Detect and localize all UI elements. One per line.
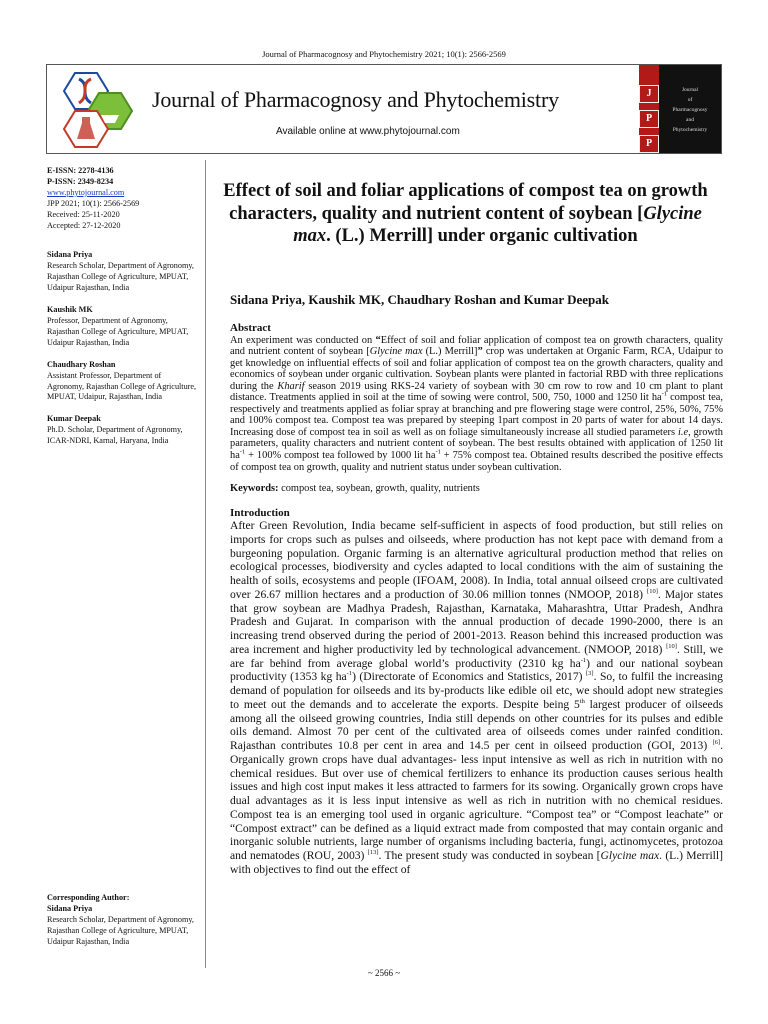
website-link[interactable]: www.phytojournal.com xyxy=(47,187,125,197)
article-authors: Sidana Priya, Kaushik MK, Chaudhary Roshan and Kumar Deepak xyxy=(230,292,610,307)
article-title: Effect of soil and foliar applications of compost tea on growth characters, quality and nutrient content of soybean [Glycine max. (L.) Merrill] under organic cultivation xyxy=(223,181,708,246)
author-name: Sidana Priya xyxy=(47,250,93,260)
introduction-heading: Introduction xyxy=(230,506,290,519)
corresponding-affiliation: Research Scholar, Department of Agronomy, Rajasthan College of Agriculture, MPUAT, Udaipur Rajasthan, India xyxy=(47,914,194,946)
corresponding-label: Corresponding Author: xyxy=(47,893,130,902)
eissn: E-ISSN: 2278-4136 xyxy=(47,166,114,175)
badge-letter: P xyxy=(639,135,659,153)
sidebar xyxy=(47,166,199,447)
accepted-date: Accepted: 27-12-2020 xyxy=(47,220,121,230)
author-affiliation: Research Scholar, Department of Agronomy, Rajasthan College of Agriculture, MPUAT, Udaipur Rajasthan, India xyxy=(47,261,194,293)
journal-logo-icon xyxy=(55,71,135,149)
article-body xyxy=(230,323,723,877)
received-date: Received: 25-11-2020 xyxy=(47,209,120,219)
author-affiliation: Assistant Professor, Department of Agronomy, Rajasthan College of Agriculture, MPUAT, Udaipur, Rajasthan, India xyxy=(47,370,197,402)
introduction-text: After Green Revolution, India became self-sufficient in aspects of food production, but still relies on imports for crops such as pulses and oilseeds, where production has not kept pace with demand from a burgeoning population. Organic farming is an alternative agricultural production method that relies on ecological processes, biodiversity and cycles adapted to local conditions with the aim of sustaining the health of soils, ecosystems and people (IFOAM, 2008). In India, total annual oilseed crops are cultivated over 26.67 million hectares and a production of 30.06 million tonnes (NMOOP, 2018) [10]. Major states that grow soybean are Madhya Pradesh, Rajasthan, Karnataka, Maharashtra, Uttar Pradesh, Andhra Pradesh and Gujarat. In comparison with the annual production of decade 1990-2000, there is an increasing trend observed during the period of 2001-2013. Reason behind this increased production was area increment and higher productivity led by technological advancement. (NMOOP, 2018) [10]. Still, we are far behind from average global world’s productivity (2310 kg $ha^{-1}$) and our national soybean productivity (1353 kg $ha^{-1}$) (Directorate of Economics and Statistics, 2017) [3]. So, to fulfil the increasing demand of population for oilseeds and its by-products like edible oil etc, we should adopt new strategies to meet out the demands and to accelerate the exports. Despite being 5th largest producer of oilseeds among all the oilseed growing countries, India still depends on other countries for its pulses and edible oils demand. Almost 70 per cent of the cultivated area of oilseeds comes under rainfed condition. Rajasthan contributes 10.8 per cent in area and 14.5 per cent in oilseed production (GOI, 2013) [6]. Organically grown crops have dual advantages- less input intensive as well as rich in nutrition with no chemical residues. But over use of chemical fertilizers to enhance its production causes serious health issues and high cost input makes it less attracted to farmers for its sowing. Organically grown crops have dual advantages as it is less input intensive as well as rich in nutrition with no chemical residues. Compost tea is an emerging tool used in organic agriculture. “Compost tea” or “Compost leachate” or “Compost extract” can be defined as a liquid extract made from composted that may contain organic and inorganic soluble nutrients, large number of organisms including bacteria, fungi, actinomycetes, protozoa and nematodes (ROU, 2003) [13]. The present study was conducted in soybean [Glycine max. (L.) Merrill] with objectives to find out the effect of xyxy=(230,519,724,876)
running-head: Journal of Pharmacognosy and Phytochemistry 2021; 10(1): 2566-2569 xyxy=(262,49,506,59)
journal-subtitle: Available online at www.phytojournal.com xyxy=(276,126,460,137)
jpp-badge xyxy=(639,65,721,153)
badge-letter: P xyxy=(639,110,659,128)
badge-small-text: Journal of Pharmacognosy and Phytochemistry xyxy=(672,87,708,133)
corresponding-author xyxy=(47,893,199,948)
journal-header xyxy=(46,64,722,154)
author-name: Kumar Deepak xyxy=(47,414,101,424)
page-number: ~ 2566 ~ xyxy=(367,968,401,978)
badge-letter: J xyxy=(639,85,659,103)
abstract-text: An experiment was conducted on “Effect of soil and foliar application of compost tea on growth characters, quality and nutrient content of soybean [Glycine max (L.) Merrill]” crop was undertaken at Organic Farm, RCA, Udaipur to get knowledge on influential effects of soil and foliar application of compost tea on the growth characters, quality and economics of soybean under organic cultivation. Soybean plants were planted in factorial RBD with three replications during the Kharif season 2019 using RKS-24 variety of soybean with 30 cm row to row and 10 cm plant to plant distance. Treatments applied in soil at the time of sowing were control, 500, 750, 1000 and 1250 lit $ha^{-1}$ compost tea, respectively and treatments applied as foliar spray at branching and pre flowering stage were control, 25%, 50%, 75% and 100% compost tea. Compost tea was prepared by steeping 1part compost in 20 parts of water for about 14 days. Increasing dose of compost tea in soil as well as on foliage simultaneously increase all studied parameters i.e, growth parameters, quality characters and nutrient content of soybean. The best results obtained with application of 1250 lit $ha^{-1} + 100\%$ compost tea followed by 1000 lit $ha^{-1} + 75\%$ compost tea. Obtained results described the positive effects of compost tea on growth, quality and nutrient status under soybean cultivation. xyxy=(230,334,724,473)
jpp-citation: JPP 2021; 10(1): 2566-2569 xyxy=(47,198,140,208)
keywords: Keywords: compost tea, soybean, growth, quality, nutrients xyxy=(230,483,480,495)
abstract-heading: Abstract xyxy=(230,322,271,334)
author-affiliation: Professor, Department of Agronomy, Rajasthan College of Agriculture, MPUAT, Udaipur Rajasthan, India xyxy=(47,315,189,347)
author-affiliation: Ph.D. Scholar, Department of Agronomy, ICAR-NDRI, Karnal, Haryana, India xyxy=(47,425,183,446)
author-name: Chaudhary Roshan xyxy=(47,359,116,369)
pissn: P-ISSN: 2349-8234 xyxy=(47,176,114,186)
author-name: Kaushik MK xyxy=(47,305,93,315)
corresponding-name: Sidana Priya xyxy=(47,903,93,913)
column-divider xyxy=(205,160,206,968)
journal-title: Journal of Pharmacognosy and Phytochemistry xyxy=(152,87,559,112)
